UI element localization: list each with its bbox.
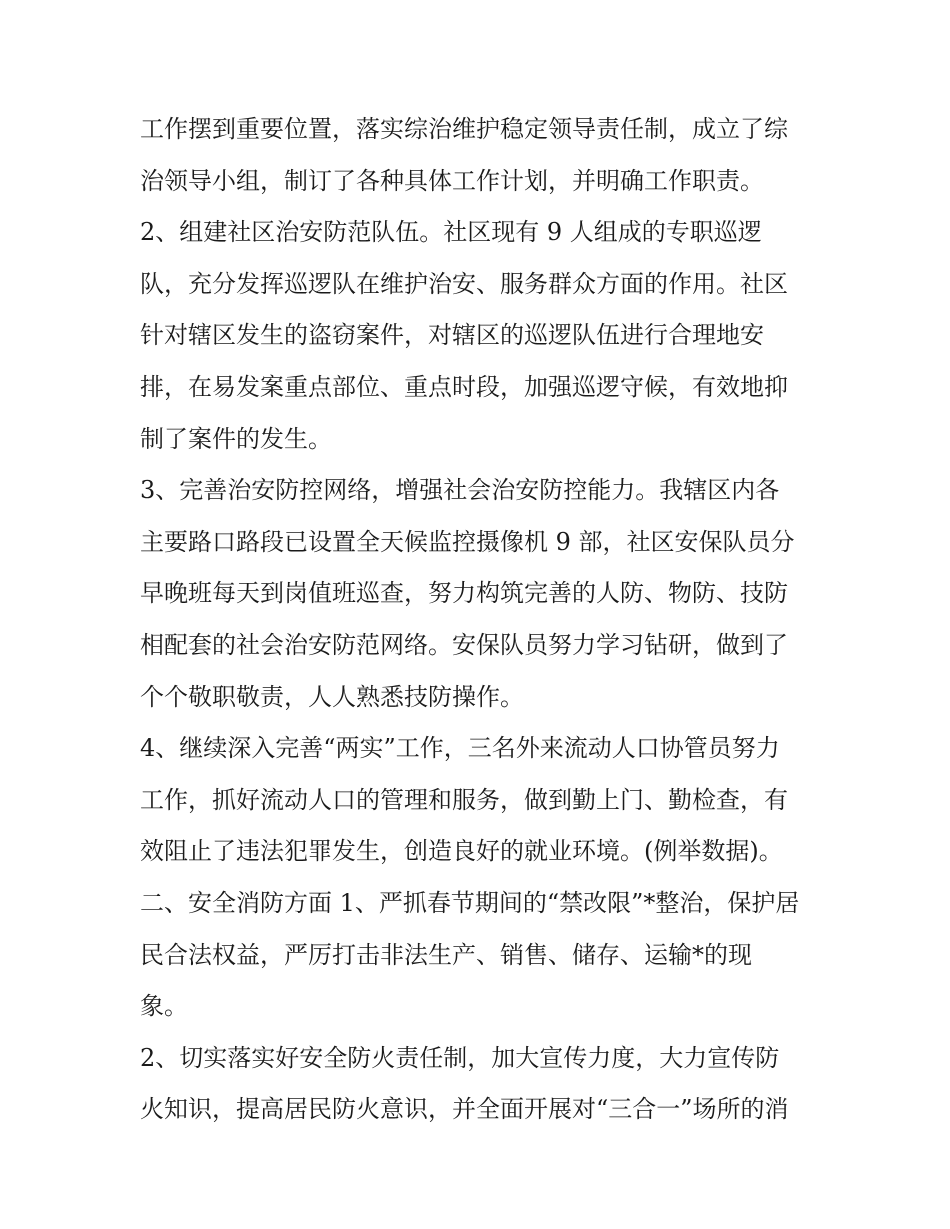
- text-line: 排，在易发案重点部位、重点时段，加强巡逻守候，有效地抑: [140, 372, 788, 401]
- text-line: 队，充分发挥巡逻队在维护治安、服务群众方面的作用。社区: [140, 269, 788, 298]
- text-line: 针对辖区发生的盗窃案件，对辖区的巡逻队伍进行合理地安: [140, 321, 764, 350]
- text-line: 2、组建社区治安防范队伍。社区现有 9 人组成的专职巡逻: [140, 218, 762, 247]
- body-text: [140, 104, 820, 1136]
- text-line: 早晚班每天到岗值班巡查，努力构筑完善的人防、物防、技防: [140, 579, 788, 608]
- text-line: 象。: [140, 992, 188, 1021]
- text-line: 二、安全消防方面 1、严抓春节期间的“禁改限”*整治，保护居: [140, 888, 800, 917]
- text-line: 相配套的社会治安防范网络。安保队员努力学习钻研，做到了: [140, 630, 788, 659]
- text-line: 个个敬职敬责，人人熟悉技防操作。: [140, 682, 524, 711]
- text-line: 3、完善治安防控网络，增强社会治安防控能力。我辖区内各: [140, 476, 780, 505]
- text-line: 2、切实落实好安全防火责任制，加大宣传力度，大力宣传防: [140, 1043, 780, 1072]
- text-line: 民合法权益，严厉打击非法生产、销售、储存、运输*的现: [140, 940, 752, 969]
- text-line: 火知识，提高居民防火意识，并全面开展对“三合一”场所的消: [140, 1095, 789, 1124]
- text-line: 效阻止了违法犯罪发生，创造良好的就业环境。(例举数据)。: [140, 837, 783, 866]
- text-line: 治领导小组，制订了各种具体工作计划，并明确工作职责。: [140, 166, 764, 195]
- text-line: 主要路口路段已设置全天候监控摄像机 9 部，社区安保队员分: [140, 527, 795, 556]
- text-line: 工作，抓好流动人口的管理和服务，做到勤上门、勤检查，有: [140, 785, 788, 814]
- text-line: 工作摆到重要位置，落实综治维护稳定领导责任制，成立了综: [140, 115, 788, 143]
- text-line: 制了案件的发生。: [140, 424, 332, 453]
- text-line: 4、继续深入完善“两实”工作，三名外来流动人口协管员努力: [140, 734, 780, 763]
